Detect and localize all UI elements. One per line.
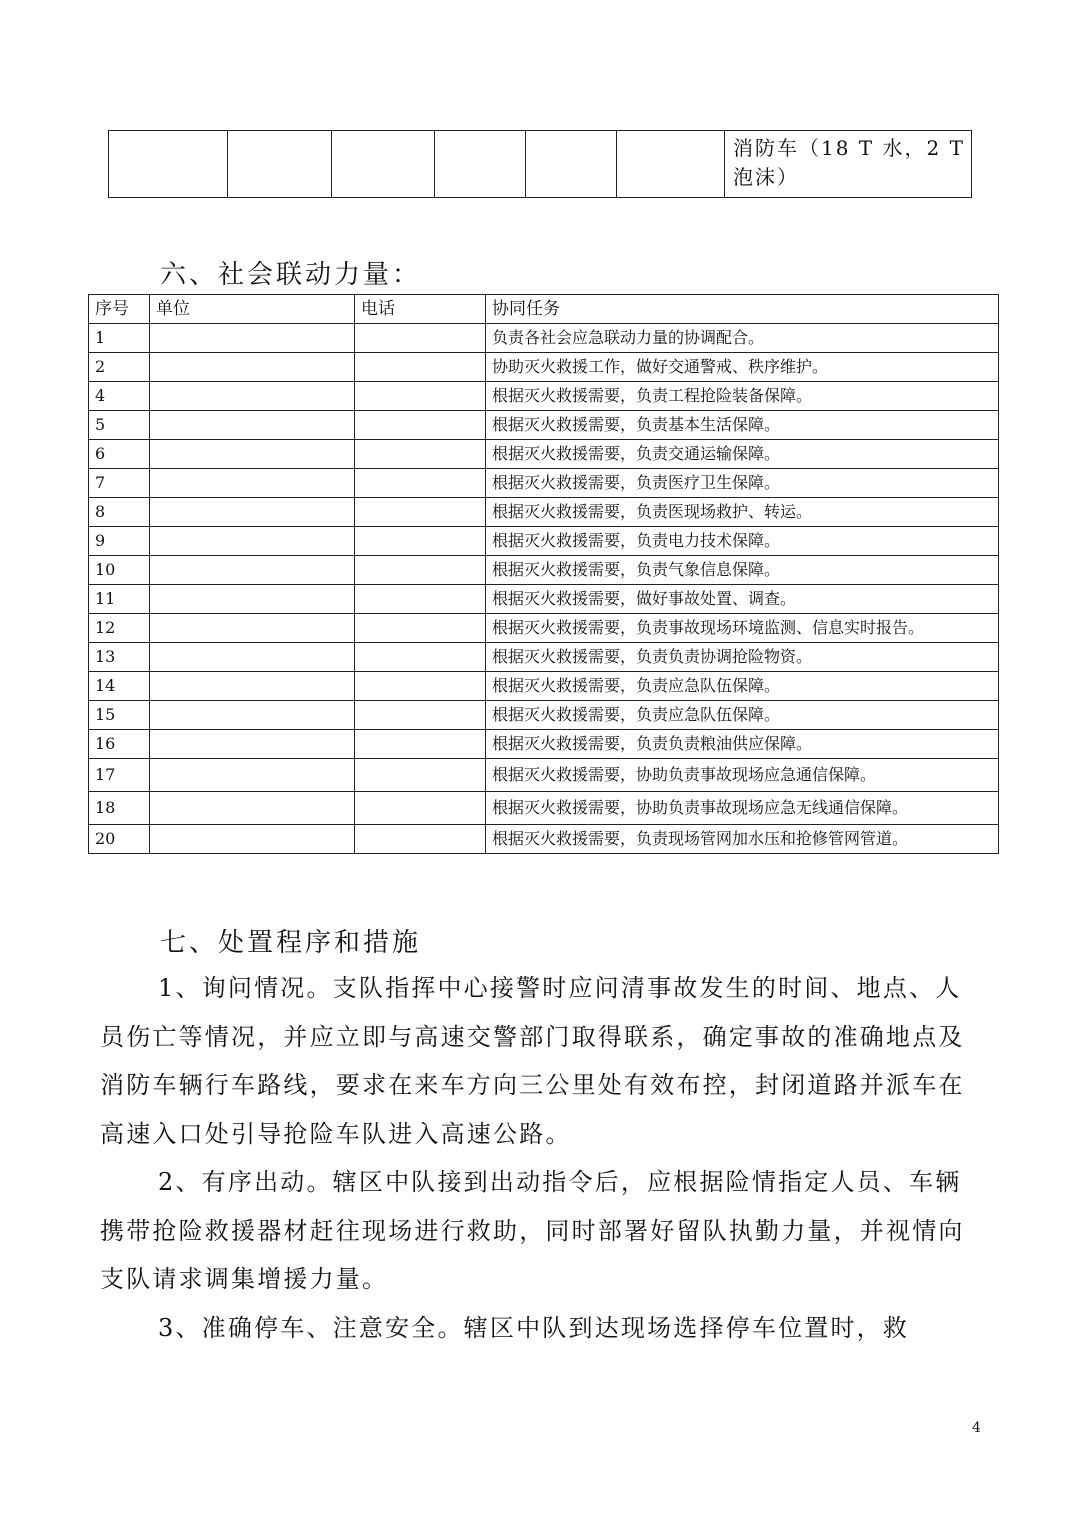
table-cell	[617, 131, 725, 198]
header-unit: 单位	[150, 295, 355, 324]
unit-cell	[150, 792, 355, 825]
table-row	[109, 131, 972, 198]
table-cell	[109, 131, 228, 198]
task-cell: 根据灭火救援需要，负责事故现场环境监测、信息实时报告。	[486, 614, 999, 643]
table-row	[89, 382, 999, 411]
task-cell: 根据灭火救援需要，协助负责事故现场应急无线通信保障。	[486, 792, 999, 825]
unit-cell	[150, 353, 355, 382]
section-6-title: 六、社会联动力量：	[160, 260, 422, 290]
task-cell: 根据灭火救援需要，负责基本生活保障。	[486, 411, 999, 440]
header-phone: 电话	[355, 295, 486, 324]
table-row	[89, 701, 999, 730]
row-number-cell: 10	[89, 556, 150, 585]
unit-cell	[150, 643, 355, 672]
unit-cell	[150, 527, 355, 556]
task-cell: 根据灭火救援需要，负责交通运输保障。	[486, 440, 999, 469]
table-row	[89, 498, 999, 527]
unit-cell	[150, 585, 355, 614]
phone-cell	[355, 324, 486, 353]
social-linkage-table	[88, 294, 999, 854]
unit-cell	[150, 498, 355, 527]
row-number-cell: 7	[89, 469, 150, 498]
phone-cell	[355, 730, 486, 759]
phone-cell	[355, 353, 486, 382]
phone-cell	[355, 411, 486, 440]
section-7-title: 七、处置程序和措施	[160, 928, 422, 958]
header-no: 序号	[89, 295, 150, 324]
row-number-cell: 4	[89, 382, 150, 411]
phone-cell	[355, 585, 486, 614]
phone-cell	[355, 614, 486, 643]
row-number-cell: 9	[89, 527, 150, 556]
equipment-cell	[725, 131, 972, 198]
row-number-cell: 18	[89, 792, 150, 825]
task-cell: 根据灭火救援需要，做好事故处置、调查。	[486, 585, 999, 614]
row-number-cell: 20	[89, 825, 150, 854]
task-cell: 根据灭火救援需要，负责负责粮油供应保障。	[486, 730, 999, 759]
unit-cell	[150, 324, 355, 353]
paragraph: 3、准确停车、注意安全。辖区中队到达现场选择停车位置时，救	[158, 1313, 910, 1342]
row-number-cell: 15	[89, 701, 150, 730]
phone-cell	[355, 498, 486, 527]
row-number-cell: 6	[89, 440, 150, 469]
row-number-cell: 12	[89, 614, 150, 643]
unit-cell	[150, 759, 355, 792]
row-number-cell: 5	[89, 411, 150, 440]
phone-cell	[355, 759, 486, 792]
row-number-cell: 8	[89, 498, 150, 527]
row-number-cell: 11	[89, 585, 150, 614]
table-cell	[526, 131, 617, 198]
task-cell: 根据灭火救援需要，负责负责协调抢险物资。	[486, 643, 999, 672]
table-row	[89, 353, 999, 382]
table-row	[89, 585, 999, 614]
unit-cell	[150, 672, 355, 701]
phone-cell	[355, 672, 486, 701]
row-number-cell: 2	[89, 353, 150, 382]
task-cell: 根据灭火救援需要，负责气象信息保障。	[486, 556, 999, 585]
table-row	[89, 527, 999, 556]
table-cell	[228, 131, 332, 198]
row-number-cell: 1	[89, 324, 150, 353]
task-cell: 根据灭火救援需要，协助负责事故现场应急通信保障。	[486, 759, 999, 792]
row-number-cell: 17	[89, 759, 150, 792]
row-number-cell: 14	[89, 672, 150, 701]
phone-cell	[355, 469, 486, 498]
table-cell	[435, 131, 526, 198]
fire-truck-table-continuation	[108, 130, 972, 198]
task-cell: 根据灭火救援需要，负责医疗卫生保障。	[486, 469, 999, 498]
table-row	[89, 672, 999, 701]
unit-cell	[150, 411, 355, 440]
unit-cell	[150, 730, 355, 759]
unit-cell	[150, 469, 355, 498]
table-row	[89, 324, 999, 353]
paragraph: 1、询问情况。支队指挥中心接警时应问清事故发生的时间、地点、人员伤亡等情况，并应立即与高速交警部门取得联系，确定事故的准确地点及消防车辆行车路线，要求在来车方向三公里处有效布控，封闭道路并派车在高速入口处引导抢险车队进入高速公路。	[100, 974, 965, 1148]
row-number-cell: 13	[89, 643, 150, 672]
table-row	[89, 730, 999, 759]
phone-cell	[355, 382, 486, 411]
row-number-cell: 16	[89, 730, 150, 759]
unit-cell	[150, 614, 355, 643]
task-cell: 根据灭火救援需要，负责工程抢险装备保障。	[486, 382, 999, 411]
header-task: 协同任务	[486, 295, 999, 324]
equipment-line-2: 泡沫）	[733, 165, 799, 189]
phone-cell	[355, 556, 486, 585]
unit-cell	[150, 440, 355, 469]
table-row	[89, 759, 999, 792]
table-row	[89, 440, 999, 469]
task-cell: 根据灭火救援需要，负责电力技术保障。	[486, 527, 999, 556]
table-header-row	[89, 295, 999, 324]
task-cell: 根据灭火救援需要，负责应急队伍保障。	[486, 672, 999, 701]
phone-cell	[355, 643, 486, 672]
unit-cell	[150, 701, 355, 730]
unit-cell	[150, 556, 355, 585]
task-cell: 根据灭火救援需要，负责医现场救护、转运。	[486, 498, 999, 527]
phone-cell	[355, 440, 486, 469]
paragraph: 2、有序出动。辖区中队接到出动指令后，应根据险情指定人员、车辆携带抢险救援器材赶往现场进行救助，同时部署好留队执勤力量，并视情向支队请求调集增援力量。	[100, 1168, 965, 1293]
table-row	[89, 411, 999, 440]
table-row	[89, 469, 999, 498]
table-cell	[332, 131, 435, 198]
table-row	[89, 643, 999, 672]
unit-cell	[150, 382, 355, 411]
task-cell: 根据灭火救援需要，负责应急队伍保障。	[486, 701, 999, 730]
page-number: 4	[972, 1420, 981, 1436]
table-row	[89, 792, 999, 825]
table-row	[89, 825, 999, 854]
task-cell: 根据灭火救援需要，负责现场管网加水压和抢修管网管道。	[486, 825, 999, 854]
phone-cell	[355, 527, 486, 556]
unit-cell	[150, 825, 355, 854]
task-cell: 负责各社会应急联动力量的协调配合。	[486, 324, 999, 353]
procedure-text	[100, 964, 980, 1352]
equipment-line-1: 消防车（18 T 水，2 T	[733, 136, 965, 160]
phone-cell	[355, 825, 486, 854]
phone-cell	[355, 701, 486, 730]
table-row	[89, 556, 999, 585]
table-row	[89, 614, 999, 643]
phone-cell	[355, 792, 486, 825]
task-cell: 协助灭火救援工作，做好交通警戒、秩序维护。	[486, 353, 999, 382]
